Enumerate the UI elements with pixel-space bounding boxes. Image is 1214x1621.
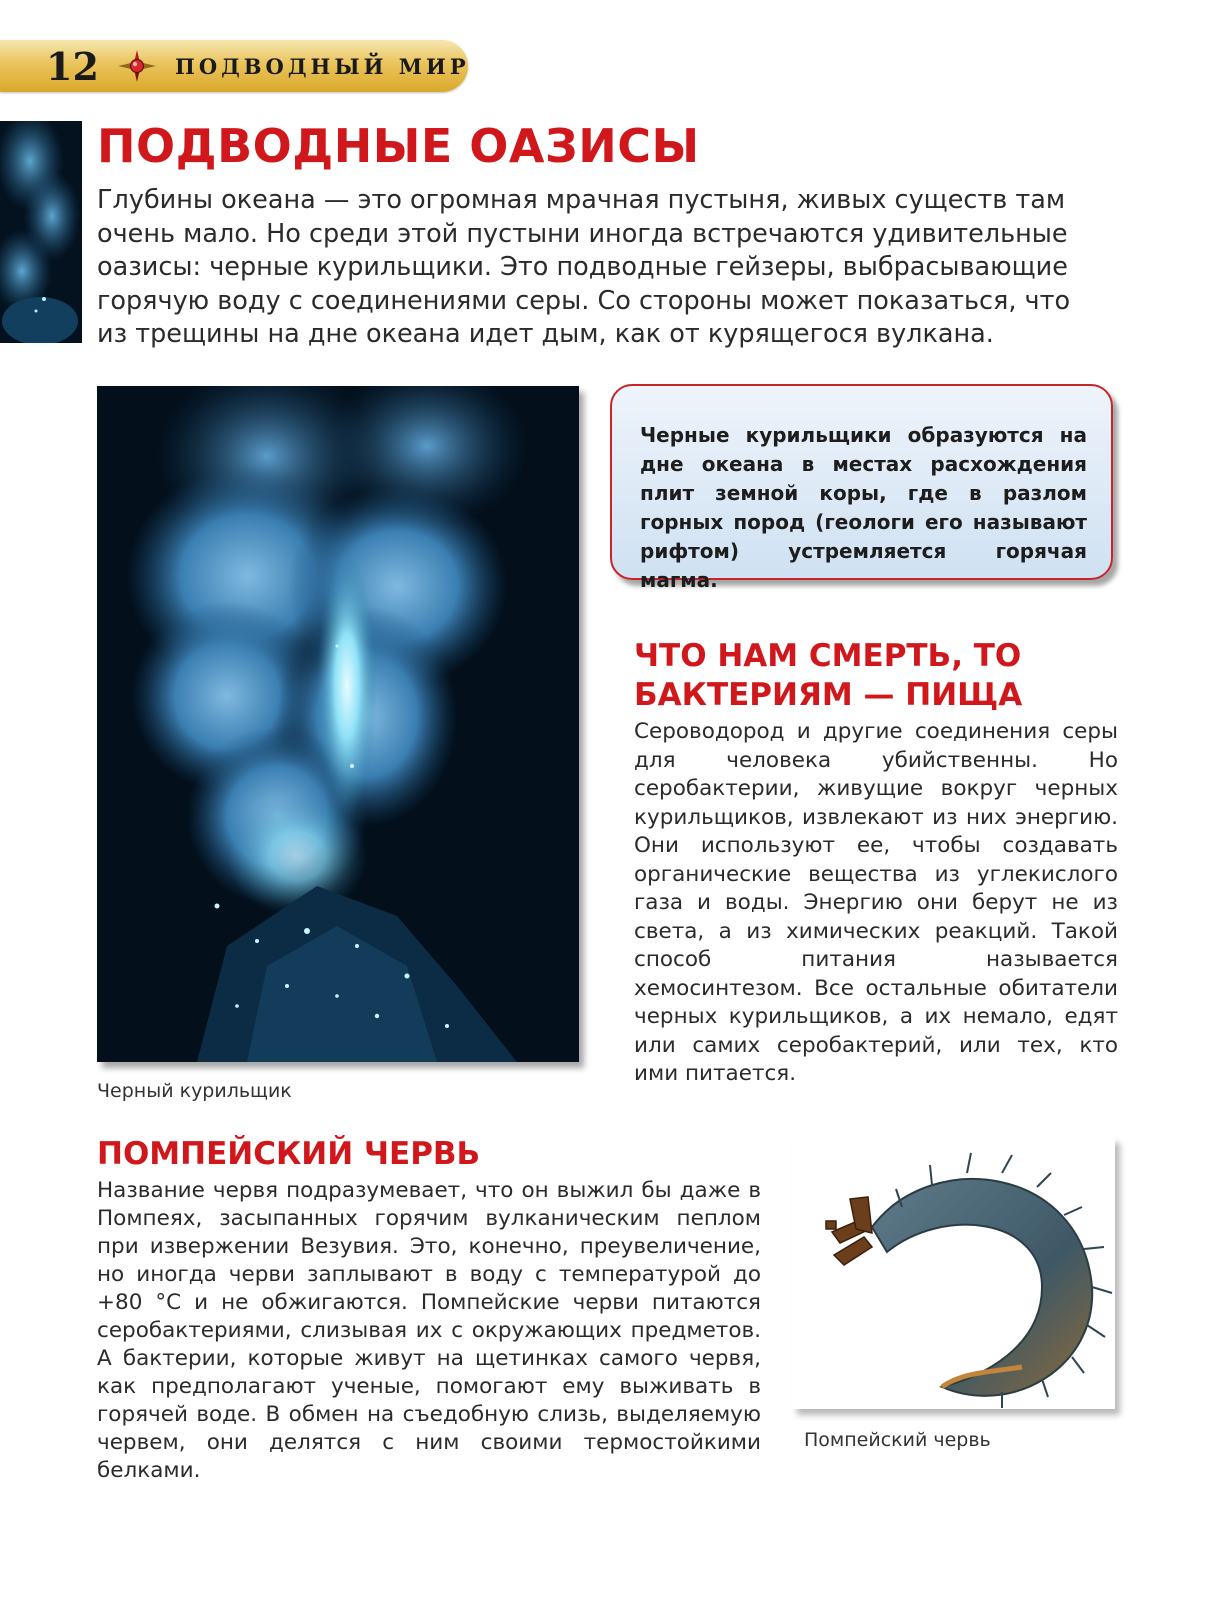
pompeii-worm-photo [792,1137,1115,1409]
black-smoker-photo [97,386,579,1062]
article-title: ПОДВОДНЫЕ ОАЗИСЫ [97,119,700,173]
worm-photo-caption: Помпейский червь [804,1429,991,1451]
info-callout-text: Черные курильщики образуются на дне океана в местах расхождения плит земной коры, где в разлом горных пород (геологи его называют рифтом) устремляется горячая магма. [640,423,1087,592]
intro-paragraph: Глубины океана — это огромная мрачная пустыня, живых существ там очень мало. Но среди этой пустыни иногда встречаются удивительные оазисы: черные курильщики. Это подводные гейзеры, выбрасывающие горячую воду с соединениями серы. Со стороны может показаться, что из трещины на дне океана идет дым, как от курящегося вулкана. [97,185,1071,349]
page-number: 12 [46,44,99,89]
bacteria-paragraph: Сероводород и другие соединения серы для человека убийственны. Но серобактерии, живущие вокруг черных курильщиков, извлекают из них энергию. Они используют ее, чтобы создавать органические вещества из углекислого газа и воды. Энергию они берут не из света, а из химических реакций. Такой способ питания называется хемосинтезом. Все остальные обитатели черных курильщиков, а их немало, едят или самих серобактерий, или тех, кто ими питается. [634,719,1118,1086]
worm-paragraph: Название червя подразумевает, что он выжил бы даже в Помпеях, засыпанных горячим вулканическим пеплом при извержении Везувия. Это, конечно, преувеличение, но иногда черви заплывают в воду с температурой до +80 °С и не обжигаются. Помпейские черви питаются серобактериями, слизывая их с окружающих предметов. А бактерии, которые живут на щетинках самого червя, как предполагают ученые, помогают ему выживать в горячей воде. В обмен на съедобную слизь, выделяемую червем, они делятся с ним своими термостойкими белками. [97,1178,761,1483]
worm-heading: ПОМПЕЙСКИЙ ЧЕРВЬ [97,1136,481,1172]
bacteria-heading: ЧТО НАМ СМЕРТЬ, ТО БАКТЕРИЯМ — ПИЩА [634,638,1023,713]
edge-smoker-image [0,121,82,343]
compass-rose-icon [117,49,157,83]
main-photo-caption: Черный курильщик [97,1080,292,1102]
section-name: ПОДВОДНЫЙ МИР [175,54,470,79]
